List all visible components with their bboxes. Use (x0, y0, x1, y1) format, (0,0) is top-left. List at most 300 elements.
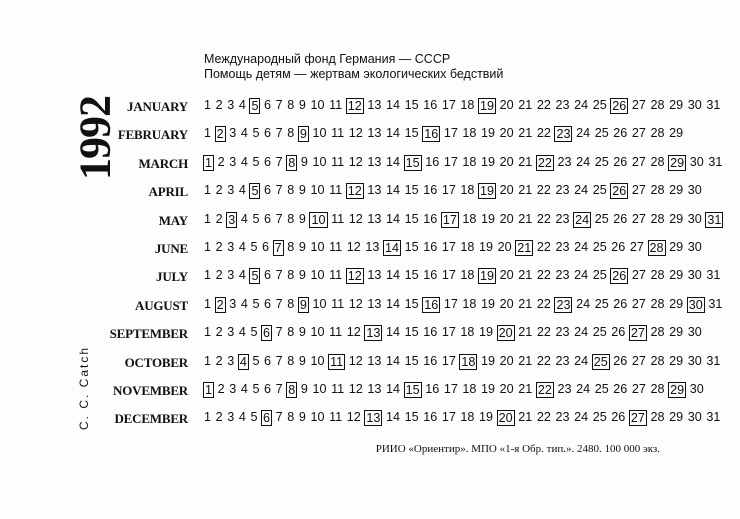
day: 27 (629, 240, 644, 254)
sunday-day: 18 (461, 354, 476, 369)
calendar-header (204, 52, 503, 82)
day: 15 (404, 211, 419, 226)
day: 10 (310, 240, 325, 254)
sunday-day: 19 (480, 184, 495, 199)
sunday-day: 12 (347, 269, 362, 284)
sunday-day: 9 (299, 127, 307, 142)
day: 1 (204, 240, 212, 254)
day: 2 (215, 211, 223, 226)
day: 24 (576, 154, 591, 169)
sunday-day: 15 (405, 383, 420, 397)
sunday-day: 13 (366, 326, 381, 341)
day: 5 (252, 353, 260, 368)
day: 13 (367, 296, 382, 311)
day: 4 (240, 296, 248, 311)
day: 18 (462, 154, 477, 169)
sunday-day: 20 (498, 411, 513, 426)
day: 4 (238, 240, 246, 254)
day: 11 (329, 325, 343, 340)
day: 28 (650, 126, 665, 141)
day: 23 (555, 410, 570, 425)
day: 9 (300, 382, 308, 396)
sunday-day: 9 (299, 297, 307, 312)
day: 22 (536, 240, 551, 254)
day: 30 (687, 240, 702, 254)
day: 6 (264, 211, 272, 226)
day: 8 (287, 296, 295, 311)
day: 20 (499, 382, 514, 396)
day: 21 (518, 126, 533, 141)
day: 30 (687, 98, 702, 112)
day: 2 (217, 154, 225, 169)
day: 18 (462, 126, 477, 141)
day: 3 (227, 240, 235, 254)
day: 4 (240, 211, 248, 226)
day: 1 (204, 353, 212, 368)
day: 20 (499, 296, 514, 311)
day: 29 (669, 353, 684, 368)
day: 10 (310, 183, 325, 198)
day: 5 (252, 296, 260, 311)
day: 29 (669, 296, 684, 311)
day: 26 (613, 211, 628, 226)
day: 17 (443, 382, 458, 396)
day: 9 (298, 353, 306, 368)
day: 5 (252, 382, 260, 396)
month-days (203, 382, 707, 398)
day: 15 (404, 325, 419, 340)
day: 16 (423, 410, 438, 425)
day: 5 (250, 410, 258, 425)
day: 25 (594, 211, 609, 226)
day: 14 (385, 154, 400, 169)
day: 28 (650, 325, 665, 340)
sunday-day: 29 (670, 383, 685, 397)
sunday-day: 6 (263, 326, 271, 341)
day: 27 (631, 382, 646, 396)
sunday-day: 1 (205, 383, 213, 397)
day: 18 (460, 183, 475, 198)
day: 13 (365, 240, 380, 254)
day: 30 (687, 325, 702, 340)
day: 28 (650, 410, 665, 425)
day: 14 (385, 98, 400, 112)
day: 6 (262, 240, 270, 254)
day: 6 (264, 126, 272, 141)
day: 27 (631, 268, 646, 283)
day: 28 (650, 98, 665, 112)
month-days (203, 240, 705, 256)
day: 12 (348, 353, 363, 368)
sunday-day: 27 (630, 326, 645, 341)
day: 25 (594, 296, 609, 311)
day: 22 (536, 126, 551, 141)
day: 12 (346, 410, 361, 425)
day: 23 (555, 183, 570, 198)
sunday-day: 20 (498, 326, 513, 341)
day: 13 (367, 353, 382, 368)
month-days (203, 410, 724, 426)
day: 8 (287, 353, 295, 368)
day: 8 (287, 268, 295, 283)
day: 16 (425, 154, 440, 169)
day: 24 (574, 325, 589, 340)
day: 25 (592, 240, 607, 254)
day: 12 (348, 382, 363, 396)
day: 15 (404, 410, 419, 425)
day: 20 (499, 154, 514, 169)
day: 21 (518, 211, 533, 226)
sunday-day: 30 (688, 297, 703, 312)
day: 25 (594, 382, 609, 396)
day: 22 (536, 296, 551, 311)
sunday-day: 23 (556, 297, 571, 312)
day: 21 (518, 98, 533, 112)
day: 2 (215, 410, 223, 425)
day: 20 (499, 268, 514, 283)
day: 20 (497, 240, 512, 254)
day: 22 (536, 211, 551, 226)
day: 28 (650, 353, 665, 368)
day: 25 (594, 154, 609, 169)
day: 29 (669, 211, 684, 226)
day: 17 (441, 98, 456, 112)
day: 4 (238, 98, 246, 112)
month-days (203, 297, 726, 313)
sunday-day: 13 (366, 411, 381, 426)
day: 11 (329, 183, 343, 198)
day: 15 (404, 98, 419, 112)
day: 27 (631, 211, 646, 226)
day: 22 (536, 183, 551, 198)
day: 7 (275, 296, 283, 311)
day: 17 (441, 268, 456, 283)
sunday-day: 12 (347, 99, 362, 113)
day: 21 (518, 382, 533, 396)
month-days (203, 325, 705, 341)
day: 1 (204, 183, 212, 198)
sunday-day: 3 (228, 212, 236, 227)
day: 19 (479, 325, 494, 340)
day: 20 (499, 98, 514, 112)
day: 23 (557, 382, 572, 396)
day: 2 (215, 240, 223, 254)
sunday-day: 21 (517, 241, 532, 255)
day: 23 (557, 154, 572, 169)
month-label: JANUARY (127, 99, 188, 114)
day: 5 (252, 126, 260, 141)
day: 8 (287, 240, 295, 254)
day: 24 (574, 353, 589, 368)
day: 7 (275, 126, 283, 141)
day: 27 (631, 183, 646, 198)
day: 3 (229, 154, 237, 169)
day: 11 (331, 296, 345, 311)
day: 30 (687, 268, 702, 283)
day: 25 (592, 325, 607, 340)
day: 30 (689, 154, 704, 169)
day: 10 (310, 410, 325, 425)
sunday-day: 19 (480, 99, 495, 113)
day: 3 (229, 382, 237, 396)
day: 27 (631, 353, 646, 368)
day: 26 (611, 325, 626, 340)
day: 31 (708, 154, 723, 169)
day: 7 (275, 211, 283, 226)
day: 7 (275, 353, 283, 368)
day: 28 (650, 382, 665, 396)
day: 13 (367, 126, 382, 141)
day: 3 (227, 98, 235, 112)
day: 11 (331, 211, 345, 226)
day: 29 (669, 126, 684, 141)
day: 10 (310, 268, 325, 283)
day: 1 (204, 268, 212, 283)
day: 26 (613, 126, 628, 141)
day: 19 (481, 353, 496, 368)
day: 21 (518, 154, 533, 169)
day: 31 (706, 353, 721, 368)
day: 15 (404, 296, 419, 311)
day: 27 (631, 98, 646, 112)
day: 6 (264, 353, 272, 368)
day: 14 (385, 410, 400, 425)
day: 7 (275, 98, 283, 112)
day: 11 (329, 98, 343, 112)
day: 31 (706, 268, 721, 283)
day: 17 (443, 126, 458, 141)
day: 6 (264, 382, 272, 396)
day: 31 (708, 296, 723, 311)
day: 19 (481, 126, 496, 141)
day: 10 (312, 296, 327, 311)
day: 17 (441, 353, 456, 368)
month-label: MARCH (138, 155, 188, 171)
day: 16 (423, 211, 438, 226)
day: 7 (275, 382, 283, 396)
day: 14 (385, 126, 400, 141)
day: 16 (423, 98, 438, 112)
month-days (203, 212, 726, 228)
day: 10 (310, 353, 325, 368)
day: 28 (650, 183, 665, 198)
day: 1 (204, 325, 212, 340)
day: 7 (275, 183, 283, 198)
sunday-day: 1 (205, 155, 213, 170)
day: 11 (329, 240, 343, 254)
day: 1 (204, 98, 212, 112)
day: 27 (631, 296, 646, 311)
day: 11 (329, 410, 343, 425)
sunday-day: 5 (251, 99, 259, 113)
day: 22 (536, 325, 551, 340)
day: 29 (669, 325, 684, 340)
day: 25 (592, 268, 607, 283)
day: 9 (298, 325, 306, 340)
day: 8 (287, 183, 295, 198)
day: 7 (275, 268, 283, 283)
sunday-day: 26 (612, 269, 627, 284)
day: 17 (441, 410, 456, 425)
day: 3 (227, 410, 235, 425)
day: 31 (706, 410, 721, 425)
day: 4 (240, 382, 248, 396)
day: 29 (669, 410, 684, 425)
sunday-day: 5 (251, 269, 259, 284)
day: 14 (385, 382, 400, 396)
month-label: JUNE (154, 241, 188, 256)
day: 7 (275, 154, 283, 169)
day: 30 (687, 211, 702, 226)
month-label: MAY (158, 212, 188, 228)
sunday-day: 5 (251, 184, 259, 199)
month-label: APRIL (148, 184, 188, 200)
day: 2 (215, 325, 223, 340)
day: 13 (367, 183, 382, 198)
day: 21 (518, 325, 533, 340)
day: 20 (499, 211, 514, 226)
day: 24 (574, 410, 589, 425)
year-title: 1992 (70, 96, 119, 180)
sunday-day: 7 (274, 241, 282, 255)
day: 2 (217, 382, 225, 396)
day: 13 (367, 211, 382, 226)
day: 23 (555, 353, 570, 368)
day: 10 (312, 154, 327, 169)
day: 9 (298, 211, 306, 226)
day: 29 (669, 268, 684, 283)
day: 23 (555, 325, 570, 340)
day: 6 (264, 98, 272, 112)
day: 9 (298, 183, 306, 198)
day: 28 (650, 154, 665, 169)
day: 21 (518, 296, 533, 311)
day: 3 (227, 268, 235, 283)
day: 4 (240, 154, 248, 169)
day: 24 (574, 268, 589, 283)
sunday-day: 11 (330, 354, 344, 369)
day: 17 (441, 240, 456, 254)
sunday-day: 6 (263, 411, 271, 426)
day: 1 (204, 211, 212, 226)
day: 8 (287, 98, 295, 112)
day: 6 (264, 183, 272, 198)
month-label: JULY (156, 269, 188, 285)
sunday-day: 10 (311, 212, 326, 227)
day: 26 (613, 154, 628, 169)
day: 14 (385, 353, 400, 368)
month-days (203, 268, 724, 284)
day: 12 (348, 126, 363, 141)
day: 3 (227, 183, 235, 198)
day: 18 (462, 296, 477, 311)
day: 9 (298, 410, 306, 425)
day: 26 (613, 353, 628, 368)
day: 4 (238, 325, 246, 340)
sunday-day: 27 (630, 411, 645, 426)
day: 15 (404, 353, 419, 368)
day: 12 (348, 154, 363, 169)
month-days (203, 183, 705, 199)
day: 22 (536, 98, 551, 112)
day: 13 (367, 154, 382, 169)
day: 14 (385, 268, 400, 283)
day: 23 (555, 268, 570, 283)
day: 19 (479, 410, 494, 425)
day: 26 (613, 382, 628, 396)
sunday-day: 16 (424, 297, 439, 312)
sunday-day: 29 (670, 155, 685, 170)
day: 9 (298, 268, 306, 283)
sunday-day: 22 (537, 383, 552, 397)
sunday-day: 8 (288, 383, 296, 397)
day: 15 (404, 183, 419, 198)
print-imprint: РИИО «Ориентир». МПО «1-я Обр. тип.». 2480. 100 000 экз. (375, 443, 660, 455)
day: 5 (252, 154, 260, 169)
day: 9 (298, 98, 306, 112)
day: 30 (687, 353, 702, 368)
day: 29 (669, 98, 684, 112)
day: 24 (576, 296, 591, 311)
day: 17 (441, 325, 456, 340)
day: 30 (689, 382, 704, 396)
sunday-day: 15 (405, 155, 420, 170)
day: 23 (555, 98, 570, 112)
day: 19 (479, 240, 494, 254)
day: 17 (441, 183, 456, 198)
day: 8 (287, 126, 295, 141)
sunday-day: 31 (707, 212, 722, 227)
day: 4 (240, 126, 248, 141)
month-days (203, 354, 724, 370)
day: 14 (385, 183, 400, 198)
day: 24 (574, 98, 589, 112)
day: 13 (367, 268, 382, 283)
day: 7 (275, 325, 283, 340)
day: 18 (460, 268, 475, 283)
day: 27 (631, 126, 646, 141)
day: 19 (481, 382, 496, 396)
day: 18 (460, 410, 475, 425)
day: 22 (536, 268, 551, 283)
day: 25 (594, 126, 609, 141)
day: 10 (312, 382, 327, 396)
day: 2 (215, 268, 223, 283)
sunday-day: 16 (424, 127, 439, 142)
day: 21 (518, 353, 533, 368)
day: 16 (423, 240, 438, 254)
day: 14 (385, 325, 400, 340)
day: 24 (576, 126, 591, 141)
sunday-day: 14 (384, 241, 399, 255)
month-days (203, 126, 687, 142)
day: 19 (481, 296, 496, 311)
day: 25 (592, 183, 607, 198)
day: 13 (367, 98, 382, 112)
sunday-day: 23 (556, 127, 571, 142)
day: 8 (287, 211, 295, 226)
day: 19 (481, 154, 496, 169)
day: 26 (611, 410, 626, 425)
sunday-day: 28 (649, 241, 664, 255)
day: 18 (462, 382, 477, 396)
day: 22 (536, 353, 551, 368)
day: 4 (238, 410, 246, 425)
sunday-day: 26 (612, 184, 627, 199)
day: 10 (312, 126, 327, 141)
month-days (203, 98, 724, 114)
sunday-day: 4 (239, 354, 247, 369)
